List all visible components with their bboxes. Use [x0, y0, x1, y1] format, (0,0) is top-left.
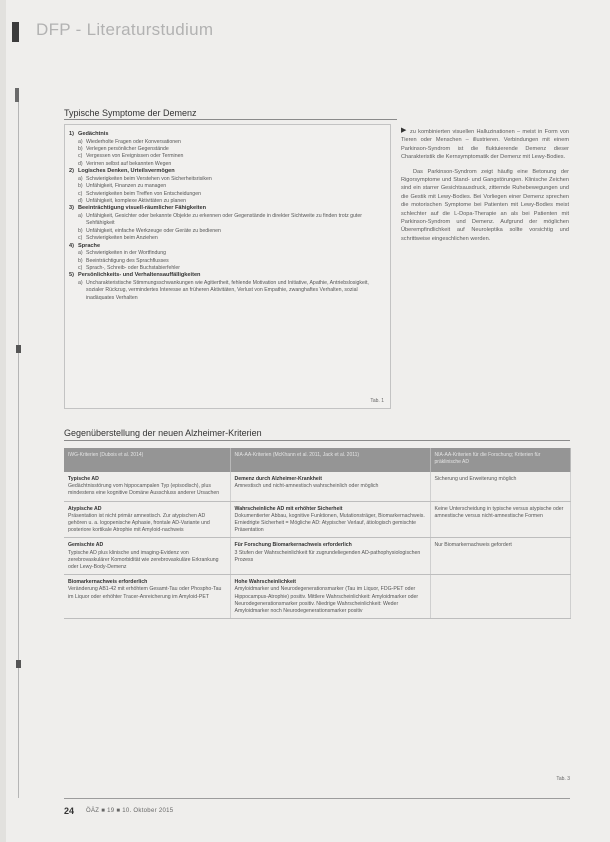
- table-cell: [64, 575, 230, 619]
- cell-text: Gedächtnisstörung vom hippocampalen Typ (episodisch), plus mindestens eine kognitive Domäne Ausschluss anderer Ursachen: [68, 483, 220, 497]
- item-text: Schwierigkeiten beim Anziehen: [86, 235, 158, 242]
- item-text: Schwierigkeiten beim Treffen von Entscheidungen: [86, 190, 201, 197]
- symptom-box-title: Typische Symptome der Demenz: [64, 108, 197, 118]
- cell-text: Keine Unterscheidung in typische versus atypische oder amnestische versus nicht-amnestische Formen: [434, 505, 564, 519]
- page-number: 24: [64, 806, 75, 816]
- item-text: Vergessen von Ereignissen oder Terminen: [86, 153, 184, 160]
- item-text: Schwierigkeiten in der Wortfindung: [86, 250, 167, 257]
- header-marker: [12, 22, 19, 42]
- section-number: 5): [69, 272, 74, 279]
- criteria-table-title: Gegenüberstellung der neuen Alzheimer-Kriterien: [64, 428, 262, 438]
- table-cell: [64, 538, 230, 575]
- item-letter: b): [78, 146, 83, 152]
- cell-title: Demenz durch Alzheimer-Krankheit: [234, 476, 322, 482]
- item-text: Unfähigkeit, komplexe Aktivitäten zu planen: [86, 198, 187, 205]
- list-item: [69, 146, 387, 153]
- item-letter: c): [78, 190, 83, 197]
- item-text: Unfähigkeit, einfache Werkzeuge oder Geräte zu bedienen: [86, 227, 221, 234]
- cell-title: Typische AD: [68, 476, 99, 482]
- item-letter: b): [78, 183, 83, 190]
- table-cell: [230, 501, 430, 538]
- item-letter: a): [78, 138, 83, 145]
- criteria-table: [64, 448, 571, 619]
- item-letter: a): [78, 175, 83, 182]
- section-label: Persönlichkeits- und Verhaltensauffälligkeiten: [78, 272, 201, 279]
- section-number: 4): [69, 242, 74, 249]
- cell-text: Präsentation ist nicht primär amnestisch. Zur atypischen AD gehören u. a. logopenische Aphasie, frontale AD-Variante und posteriore kortikale Atrophie mit Amyloid-nachweis: [68, 512, 210, 534]
- paragraph: Das Parkinson-Syndrom zeigt häufig eine Betonung der Rigorsymptome und Stand- und Gangstörungen. Klinische Zeichen sind ein starrer Gesichtsausdruck, zitternde Ruhebewegungen und die Gestik mit Lewy-Bodies. Bei Vorliegen einer Demenz sprechen die motorischen Symptome bei Patienten mit Lewy-Bodies meist schlechter auf die L-Dopa-Therapie an als bei Patienten mit Parkinson-Syndrom und Demenz. Aufgrund der möglichen Überempfindlichkeit auf Neuroleptika sollte vorsichtig und schrittweise eingeschlichen werden.: [401, 168, 569, 242]
- table-cell: [430, 575, 570, 619]
- symptom-section-title: [69, 168, 387, 176]
- item-letter: b): [78, 257, 83, 264]
- cell-text: Amnestisch und nicht-amnestisch wahrscheinlich oder möglich: [234, 483, 379, 490]
- cell-title: Für Forschung Biomarkernachweis erforderlich: [234, 542, 352, 549]
- table-header-cell: IWG-Kriterien (Dubois et al. 2014): [64, 448, 230, 472]
- item-text: Unfähigkeit, Gesichter oder bekannte Objekte zu erkennen oder Gegenstände in direkter Sichtweite zu finden trotz guter Sehfähigkeit: [86, 213, 362, 227]
- table-header-cell: NIA-AA-Kriterien (McKhann et al. 2011, Jack et al. 2011): [230, 448, 430, 472]
- item-letter: c): [78, 153, 83, 160]
- table-row: [64, 501, 570, 538]
- section-label: Gedächtnis: [78, 131, 109, 137]
- item-text: Sprach-, Schreib- oder Buchstabierfehler: [86, 265, 180, 272]
- symptom-section-title: [69, 131, 387, 139]
- table-cell: [64, 501, 230, 538]
- item-text: Verlegen persönlicher Gegenstände: [86, 146, 169, 152]
- section-label: Sprache: [78, 242, 101, 249]
- cell-text: Sicherung und Erweiterung möglich: [434, 476, 517, 482]
- cell-title: Hohe Wahrscheinlichkeit: [234, 579, 296, 586]
- cell-title: Gemischte AD: [68, 542, 104, 549]
- item-letter: a): [78, 280, 83, 287]
- paragraph: zu kombinierten visuellen Halluzinationen – meist in Form von Tieren oder Menschen – illustrieren. Verbindungen mit einem Parkinson-Syndrom ist die fluktuierende Demenz dieser Charakteristik die Kernsymptomatik der Demenz mit Lewy-Bodies.: [401, 129, 569, 161]
- table-cell: [230, 472, 430, 501]
- section-number: 2): [69, 168, 74, 175]
- margin-rule: [18, 88, 19, 798]
- symptom-box: [64, 124, 391, 409]
- page-edge: [0, 0, 6, 842]
- item-letter: a): [78, 213, 83, 220]
- symptom-section-title: [69, 205, 387, 213]
- table-reference: Tab. 3: [556, 776, 570, 782]
- table-cell: [430, 501, 570, 538]
- cell-text: Amyloidmarker und Neurodegenerationsmarker (Tau im Liquor, FDG-PET oder Hippocampus-Atrophie) positiv. Mittlere Wahrscheinlichkeit: Amyloidmarker oder Neurodegenerationsmarker positiv. Niedrige Wahrscheinlichkeit: Weder Amyloidmarker noch Neurodegenerationsmarker positiv: [234, 586, 419, 615]
- page-header-title: DFP - Literaturstudium: [36, 20, 214, 39]
- item-letter: a): [78, 250, 83, 257]
- list-item: [69, 139, 387, 146]
- cell-text: Typische AD plus klinische und imaging-Evidenz von zerebrovaskulärer Komorbidität wie zerebrovaskuläre Erkrankung oder Lewy-Body-Demenz: [68, 549, 219, 571]
- cell-text: Veränderung AB1-42 mit erhöhtem Gesamt-Tau oder Phospho-Tau im Liquor oder erhöhter Tracer-Anreicherung im Amyloid-PET: [68, 586, 222, 600]
- list-item: [69, 183, 387, 190]
- table-cell: [430, 472, 570, 501]
- item-letter: d): [78, 198, 83, 205]
- list-item: [69, 258, 387, 265]
- table-cell: [64, 472, 230, 501]
- table-cell: [430, 538, 570, 575]
- margin-tick: [16, 345, 21, 353]
- list-item: [69, 280, 387, 302]
- list-item: [69, 176, 387, 183]
- item-text: Schwierigkeiten beim Verstehen von Sicherheitsrisiken: [86, 175, 212, 182]
- title-rule: [64, 119, 397, 120]
- margin-marker: [15, 88, 19, 102]
- section-label: Beeinträchtigung visuell-räumlicher Fähigkeiten: [78, 205, 207, 212]
- list-item: [69, 198, 387, 205]
- margin-tick: [16, 660, 21, 668]
- item-letter: d): [78, 160, 83, 167]
- table-reference: Tab. 1: [370, 398, 384, 404]
- list-item: [69, 213, 387, 228]
- item-text: Verirren selbst auf bekannten Wegen: [86, 160, 172, 167]
- list-item: [69, 250, 387, 257]
- table-row: [64, 472, 570, 501]
- item-text: Wiederholte Fragen oder Konversationen: [86, 138, 181, 145]
- list-item: [69, 228, 387, 235]
- list-item: [69, 265, 387, 272]
- list-item: [69, 235, 387, 242]
- list-item: [69, 191, 387, 198]
- section-number: 1): [69, 131, 74, 137]
- list-item: [69, 153, 387, 160]
- cell-title: Atypische AD: [68, 505, 102, 512]
- table-cell: [230, 538, 430, 575]
- list-item: [69, 161, 387, 168]
- cell-text: Dokumentierter Abbau, kognitive Funktionen, Mutationsträger, Biomarkernachweis. Erniedrigte Sicherheit = Mögliche AD: Atypischer Verlauf, ätiologisch gemischte Präsentation: [234, 512, 425, 534]
- item-text: Unfähigkeit, Finanzen zu managen: [86, 183, 167, 190]
- cell-text: 3 Stufen der Wahrscheinlichkeit für zugrundeliegenden AD-pathophysiologischen Prozess: [234, 549, 421, 563]
- cell-text: Nur Biomarkernachweis gefordert: [434, 542, 512, 549]
- symptom-section-title: [69, 272, 387, 280]
- table-row: [64, 538, 570, 575]
- title-rule: [64, 440, 570, 441]
- item-letter: c): [78, 235, 83, 242]
- continuation-arrow-icon: ▶: [401, 127, 407, 134]
- footer-rule: [64, 798, 570, 799]
- table-cell: [230, 575, 430, 619]
- item-text: Uncharakteristische Stimmungsschwankungen wie Agitiertheit, fehlende Motivation und Initiative, Apathie, Antriebslosigkeit, sozialer Rückzug, vermindertes Interesse an früheren Aktivitäten, Verlust von Empathie, zwanghaftes Verhalten, sozial inadäquates Verhalten: [86, 280, 369, 301]
- right-column-text: [401, 128, 569, 243]
- cell-title: Wahrscheinliche AD mit erhöhter Sicherheit: [234, 505, 343, 512]
- section-label: Logisches Denken, Urteilsvermögen: [78, 168, 175, 175]
- symptom-list: [69, 131, 387, 302]
- item-text: Beeinträchtigung des Sprachflusses: [86, 257, 169, 264]
- table-row: [64, 575, 570, 619]
- table-header-cell: NIA-AA-Kriterien für die Forschung; Kriterien für präklinische AD: [430, 448, 570, 472]
- item-letter: c): [78, 265, 83, 272]
- item-letter: b): [78, 227, 83, 234]
- publication-info: ÖÄZ ■ 19 ■ 10. Oktober 2015: [86, 808, 174, 814]
- section-number: 3): [69, 205, 74, 212]
- symptom-section-title: [69, 243, 387, 251]
- cell-title: Biomarkernachweis erforderlich: [68, 579, 148, 586]
